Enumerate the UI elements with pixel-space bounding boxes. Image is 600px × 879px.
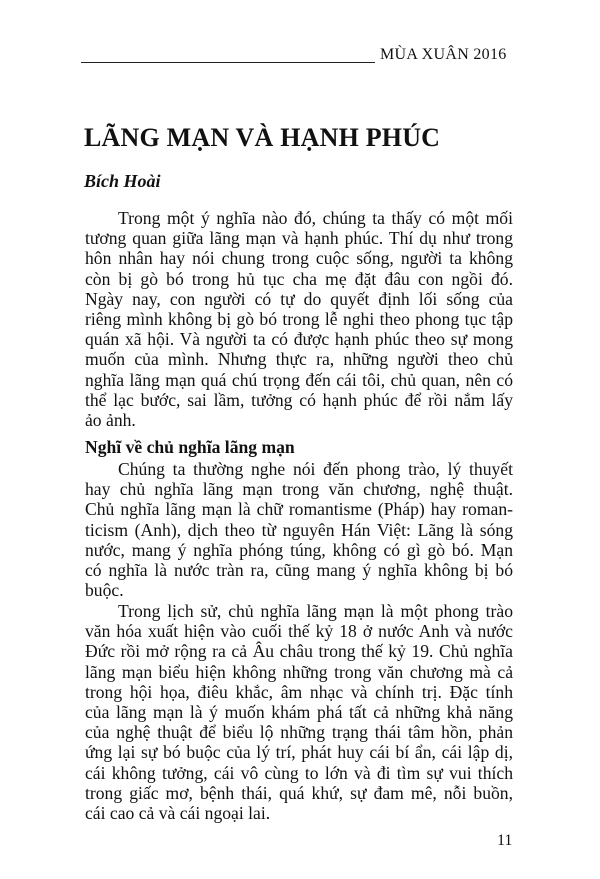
text-line: của lãng mạn là ý muốn khám phá tất cả những khả năng bbox=[85, 701, 513, 722]
text-line: nghĩa lãng mạn quá chú trọng đến cái tôi, chủ quan, nên có bbox=[85, 369, 513, 390]
text-line: tương quan giữa lãng mạn và hạnh phúc. Thí dụ như trong bbox=[85, 228, 513, 249]
text-line: lãng mạn biểu hiện không những trong văn chương mà cả bbox=[85, 661, 513, 682]
text-line: Trong lịch sử, chủ nghĩa lãng mạn là một phong trào bbox=[118, 601, 513, 621]
paragraph-3 bbox=[85, 601, 513, 823]
text-line: thể lạc bước, sai lầm, tưởng có hạnh phúc để rồi nắm lấy bbox=[85, 389, 513, 410]
section-heading: Nghĩ về chủ nghĩa lãng mạn bbox=[85, 437, 295, 457]
text-line: của nghệ thuật để biểu lộ những trạng thái tâm hồn, phản bbox=[85, 722, 513, 743]
text-line: nước, mang ý nghĩa phóng túng, không có gì gò bó. Mạn bbox=[85, 539, 513, 560]
text-line: ứng lại sự bó buộc của lý trí, phát huy cái bí ẩn, cái lập dị, bbox=[85, 742, 513, 763]
text-line: cái cao cả và cái ngoại lai. bbox=[85, 802, 271, 823]
text-line: cái không tưởng, cái vô cùng to lớn và đi tìm sự vui thích bbox=[85, 762, 513, 783]
paragraph-1 bbox=[85, 208, 513, 430]
header-rule bbox=[81, 62, 375, 63]
running-header: MÙA XUÂN 2016 bbox=[380, 46, 507, 63]
article-title: LÃNG MẠN VÀ HẠNH PHÚC bbox=[84, 123, 441, 152]
text-line: Trong một ý nghĩa nào đó, chúng ta thấy có một mối bbox=[118, 208, 513, 228]
text-line: riêng mình không bị gò bó trong lễ nghi theo phong tục tập bbox=[85, 308, 513, 329]
text-line: hay chủ nghĩa lãng mạn trong văn chương, nghệ thuật. bbox=[85, 479, 513, 500]
text-line: Đức rồi mở rộng ra cả Âu châu trong thế kỷ 19. Chủ nghĩa bbox=[85, 641, 513, 662]
text-line: buộc. bbox=[85, 580, 124, 601]
text-line: Chủ nghĩa lãng mạn là chữ romantisme (Pháp) hay roman- bbox=[85, 499, 513, 520]
text-line: muốn của mình. Nhưng thực ra, những người theo chủ bbox=[85, 349, 513, 370]
text-line: Ngày nay, con người có tự do quyết định lối sống của bbox=[85, 288, 513, 309]
paragraph-2 bbox=[85, 459, 513, 600]
text-line: còn bị gò bó trong hủ tục cha mẹ đặt đâu con ngồi đó. bbox=[85, 268, 513, 289]
text-line: trong giấc mơ, bệnh thái, quá khứ, sự đam mê, nỗi buồn, bbox=[85, 782, 513, 803]
text-line: hôn nhân hay nói chung trong cuộc sống, người ta không bbox=[85, 248, 513, 269]
text-line: ticism (Anh), dịch theo từ nguyên Hán Việt: Lãng là sóng bbox=[85, 519, 513, 540]
text-line: văn hóa xuất hiện vào cuối thế kỷ 18 ở nước Anh và nước bbox=[85, 621, 513, 642]
page-number: 11 bbox=[497, 832, 513, 849]
text-line: có nghĩa là nước tràn ra, cũng mang ý nghĩa không bị bó bbox=[85, 559, 513, 580]
text-line: ảo ảnh. bbox=[85, 409, 136, 430]
article-author: Bích Hoài bbox=[84, 171, 161, 191]
text-line: quán xã hội. Và người ta có được hạnh phúc theo sự mong bbox=[85, 329, 513, 350]
text-line: Chúng ta thường nghe nói đến phong trào, lý thuyết bbox=[118, 459, 513, 479]
text-line: trong hội họa, điêu khắc, âm nhạc và chính trị. Đặc tính bbox=[85, 681, 513, 702]
